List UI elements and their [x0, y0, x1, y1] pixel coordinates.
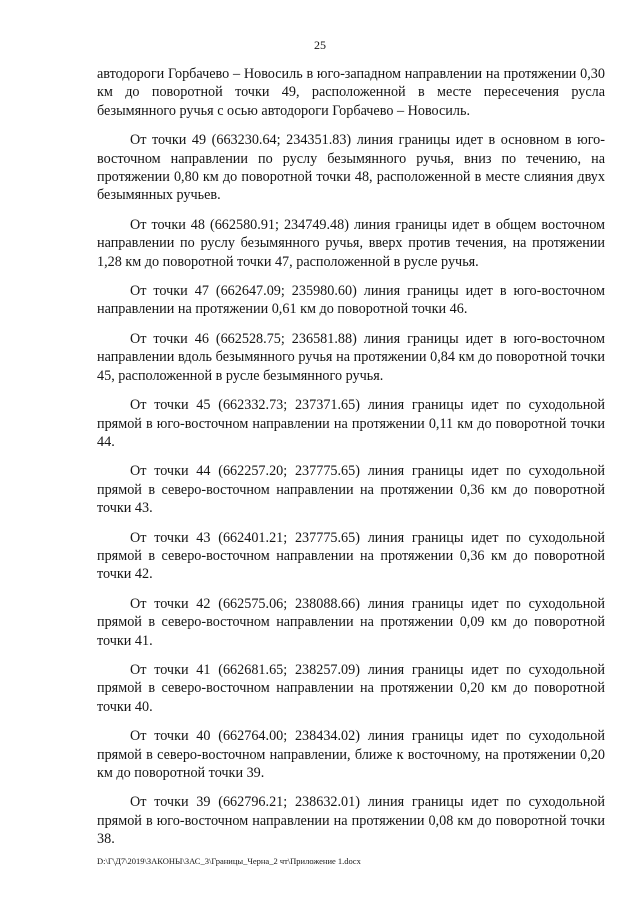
paragraph: От точки 48 (662580.91; 234749.48) линия границы идет в общем восточном направлении по руслу безымянного ручья, вверх против течения, на протяжении 1,28 км до поворотной точки 47, расположенной в русле ручья. [97, 216, 605, 270]
paragraph: От точки 43 (662401.21; 237775.65) линия границы идет по суходольной прямой в северо-восточном направлении на протяжении 0,36 км до поворотной точки 42. [97, 529, 605, 583]
page-number: 25 [314, 38, 326, 52]
paragraph: От точки 46 (662528.75; 236581.88) линия границы идет в юго-восточном направлении вдоль безымянного ручья на протяжении 0,84 км до поворотной точки 45, расположенной в русле безымянного ручья. [97, 330, 605, 384]
paragraph: От точки 39 (662796.21; 238632.01) линия границы идет по суходольной прямой в юго-восточном направлении на протяжении 0,08 км до поворотной точки 38. [97, 794, 605, 848]
paragraph: От точки 47 (662647.09; 235980.60) линия границы идет в юго-восточном направлении на протяжении 0,61 км до поворотной точки 46. [97, 283, 605, 318]
paragraph: От точки 41 (662681.65; 238257.09) линия границы идет по суходольной прямой в северо-восточном направлении на протяжении 0,20 км до поворотной точки 40. [97, 661, 605, 715]
document-body [97, 65, 605, 860]
paragraph: От точки 44 (662257.20; 237775.65) линия границы идет по суходольной прямой в северо-восточном направлении на протяжении 0,36 км до поворотной точки 43. [97, 463, 605, 517]
paragraph: От точки 40 (662764.00; 238434.02) линия границы идет по суходольной прямой в северо-восточном направлении, ближе к восточному, на протяжении 0,20 км до поворотной точки 39. [97, 728, 605, 781]
paragraph: От точки 49 (663230.64; 234351.83) линия границы идет в основном в юго-восточном направлении по руслу безымянного ручья, вниз по течению, на протяжении 0,80 км до поворотной точки 48, расположенной в месте слияния двух безымянных ручьев. [97, 132, 605, 204]
paragraph: автодороги Горбачево – Новосиль в юго-западном направлении на протяжении 0,30 км до поворотной точки 49, расположенной в месте пересечения русла безымянного ручья с осью автодороги Горбачево – Новосиль. [97, 66, 605, 119]
footer-file-path: D:\Г\Д7\2019\ЗАКОНЫ\ЗАС_3\Границы_Черна_2 чт\Приложение 1.docx [97, 856, 361, 866]
paragraph: От точки 42 (662575.06; 238088.66) линия границы идет по суходольной прямой в северо-восточном направлении на протяжении 0,09 км до поворотной точки 41. [97, 595, 605, 649]
paragraph: От точки 45 (662332.73; 237371.65) линия границы идет по суходольной прямой в юго-восточном направлении на протяжении 0,11 км до поворотной точки 44. [97, 397, 605, 450]
